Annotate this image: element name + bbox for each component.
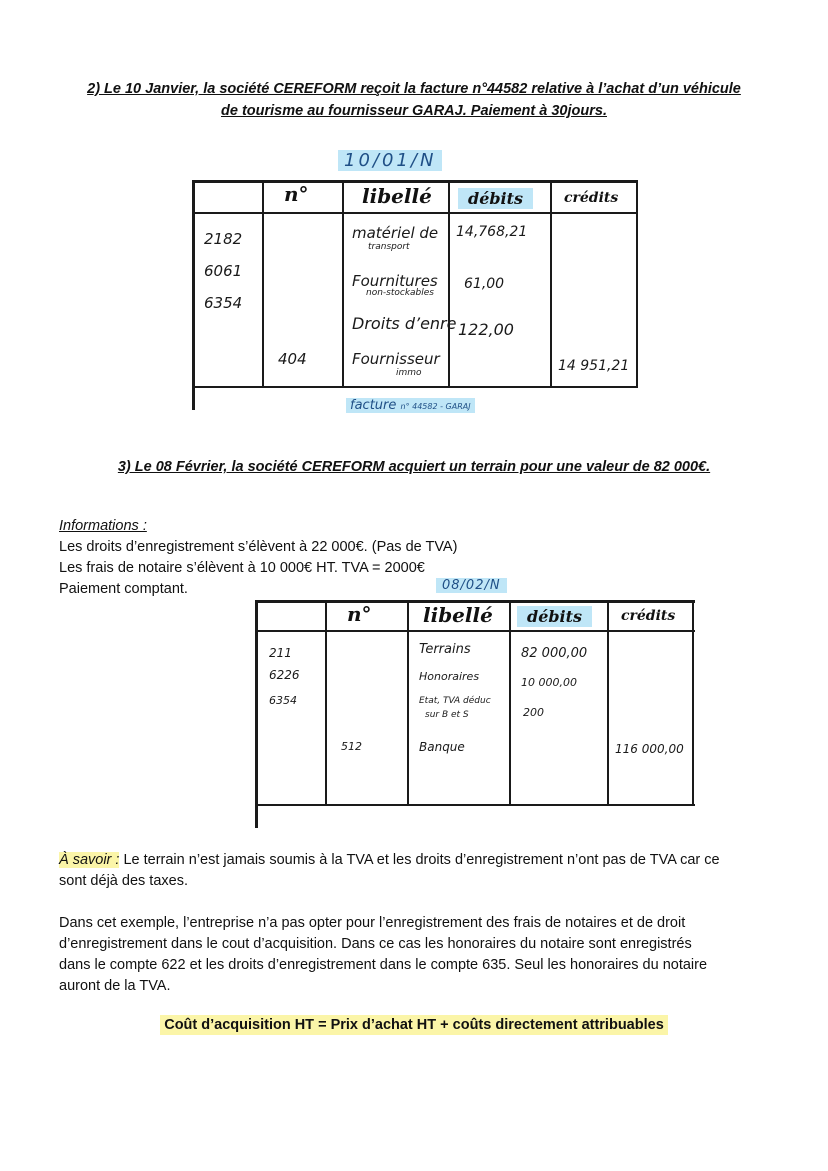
label-fournitures-sub: non-stockables [366,288,435,298]
footer-note-sub: n° 44582 - GARAJ [400,402,471,411]
label-fournitures: Fournitures [352,272,438,290]
header-debits: débits [517,606,592,627]
credit-512: 116 000,00 [615,742,684,756]
explanation-paragraph [59,913,779,997]
header-credits: crédits [621,608,676,624]
acquisition-cost-formula: Coût d’acquisition HT = Prix d’achat HT + coûts directement attribuables [160,1015,668,1035]
account-6061: 6061 [204,262,243,280]
header-libelle: libellé [362,184,432,208]
a-savoir-text: Le terrain n’est jamais soumis à la TVA et les droits d’enregistrement n’ont pas de TVA car ce [119,852,720,868]
label-etat-tva-sub: sur B et S [425,710,469,720]
header-libelle: libellé [423,603,493,627]
section2-heading-line2: de tourisme au fournisseur GARAJ. Paiement à 30jours. [221,103,607,119]
info-label: Informations : [59,518,147,534]
a-savoir-label: À savoir : [59,852,120,868]
paragraph-line: d’enregistrement dans le cout d’acquisition. Dans ce cas les honoraires du notaire sont enregistrés [59,936,692,952]
debit-6226: 10 000,00 [521,676,577,689]
info-line: Les droits d’enregistrement s’élèvent à 22 000€. (Pas de TVA) [59,539,458,555]
section2-heading-line1: 2) Le 10 Janvier, la société CEREFORM reçoit la facture n°44582 relative à l’achat d’un véhicule [87,81,741,97]
account-6354: 6354 [269,694,297,707]
debit-211: 82 000,00 [521,646,588,661]
label-etat-tva: Etat, TVA déduc [419,696,491,706]
section3-info [59,516,779,600]
label-materiel-sub: transport [368,242,410,252]
section3-heading: 3) Le 08 Février, la société CEREFORM acquiert un terrain pour une valeur de 82 000€. [117,459,711,475]
header-n: n° [284,182,309,206]
debit-6061: 61,00 [464,276,505,292]
credit-404: 14 951,21 [558,358,630,374]
label-droits: Droits d’enre [352,314,457,333]
label-fournisseur: Fournisseur [352,350,440,368]
account-6354: 6354 [204,294,243,312]
label-banque: Banque [419,740,465,754]
header-credits: crédits [564,190,619,206]
account-404: 404 [278,350,307,368]
debit-2182: 14,768,21 [456,224,528,240]
section2-footer-note [346,398,475,413]
section2-date: 10/01/N [338,150,442,171]
section3-date: 08/02/N [436,578,507,593]
header-debits: débits [458,188,533,209]
debit-6354: 200 [523,706,544,719]
paragraph-line: Dans cet exemple, l’entreprise n’a pas opter pour l’enregistrement des frais de notaires et de droit [59,915,686,931]
info-line: Les frais de notaire s’élèvent à 10 000€ HT. TVA = 2000€ [59,560,425,576]
paragraph-line: dans le compte 622 et les droits d’enregistrement dans le compte 635. Seul les honoraires du notaire [59,957,708,973]
paragraph-line: auront de la TVA. [59,978,171,994]
info-line: Paiement comptant. [59,581,188,597]
account-512: 512 [341,740,362,753]
account-211: 211 [269,646,292,660]
a-savoir-note [59,850,779,892]
account-6226: 6226 [269,668,300,682]
formula-row [0,1016,828,1034]
section2-heading [40,78,788,122]
label-terrains: Terrains [419,642,471,657]
journal-table-2 [255,598,700,830]
journal-table-1 [192,178,642,413]
label-materiel: matériel de [352,224,439,242]
debit-6354: 122,00 [458,320,514,339]
header-n: n° [347,602,372,626]
label-honoraires: Honoraires [419,670,480,683]
footer-note-label: facture [350,398,397,413]
account-2182: 2182 [204,230,243,248]
a-savoir-line2: sont déjà des taxes. [59,873,188,889]
label-fournisseur-sub: immo [396,368,422,378]
